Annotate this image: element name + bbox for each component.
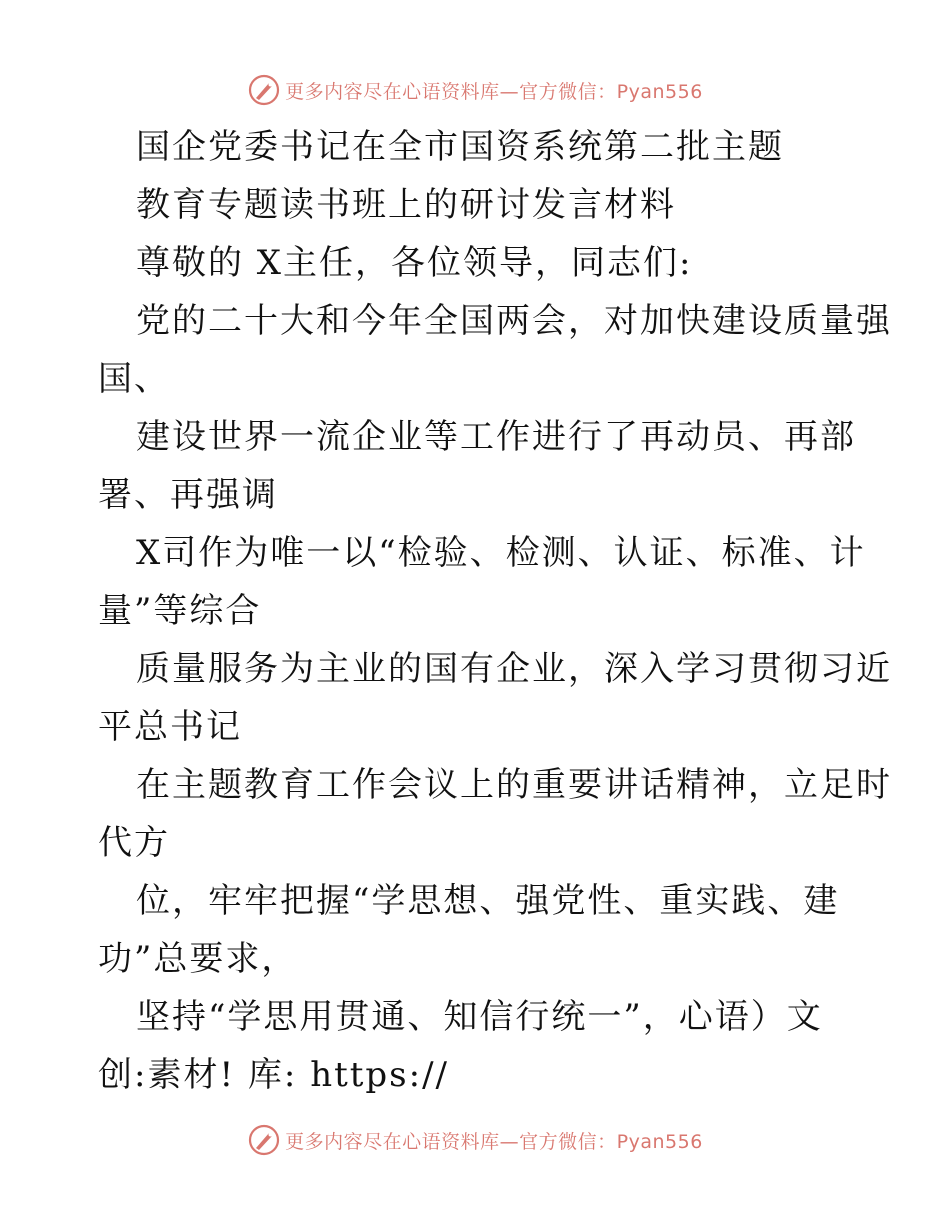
paragraph-line: 署、再强调	[98, 475, 278, 515]
footer-watermark	[0, 1118, 950, 1162]
paragraph-line: 功”总要求，	[98, 939, 298, 979]
paragraph-line: 国、	[98, 359, 170, 399]
paragraph-line: 在主题教育工作会议上的重要讲话精神，立足时	[136, 765, 892, 805]
paragraph-line: 平总书记	[98, 707, 242, 747]
paragraph-line: 量”等综合	[98, 591, 262, 631]
paragraph-line: 党的二十大和今年全国两会，对加快建设质量强	[136, 301, 892, 341]
pen-logo-icon	[247, 1123, 281, 1157]
header-watermark	[0, 68, 950, 112]
paragraph-line: 质量服务为主业的国有企业，深入学习贯彻习近	[136, 649, 892, 689]
title-line-1: 国企党委书记在全市国资系统第二批主题	[136, 127, 784, 167]
paragraph-line: 位，牢牢把握“学思想、强党性、重实践、建	[136, 881, 840, 921]
watermark-text: 更多内容尽在心语资料库—官方微信：Pyan556	[285, 1130, 703, 1153]
paragraph-line: 建设世界一流企业等工作进行了再动员、再部	[136, 417, 856, 457]
document-body	[98, 118, 892, 1104]
pen-logo-icon	[247, 73, 281, 107]
watermark-text: 更多内容尽在心语资料库—官方微信：Pyan556	[285, 80, 703, 103]
paragraph-line: 创:素材! 库: https://	[98, 1055, 449, 1095]
salutation: 尊敬的 X主任，各位领导，同志们:	[136, 243, 693, 283]
paragraph-line: X司作为唯一以“检验、检测、认证、标准、计	[136, 533, 866, 573]
paragraph-line: 坚持“学思用贯通、知信行统一”，心语）文	[136, 997, 823, 1037]
paragraph-line: 代方	[98, 823, 170, 863]
title-line-2: 教育专题读书班上的研讨发言材料	[136, 185, 676, 225]
